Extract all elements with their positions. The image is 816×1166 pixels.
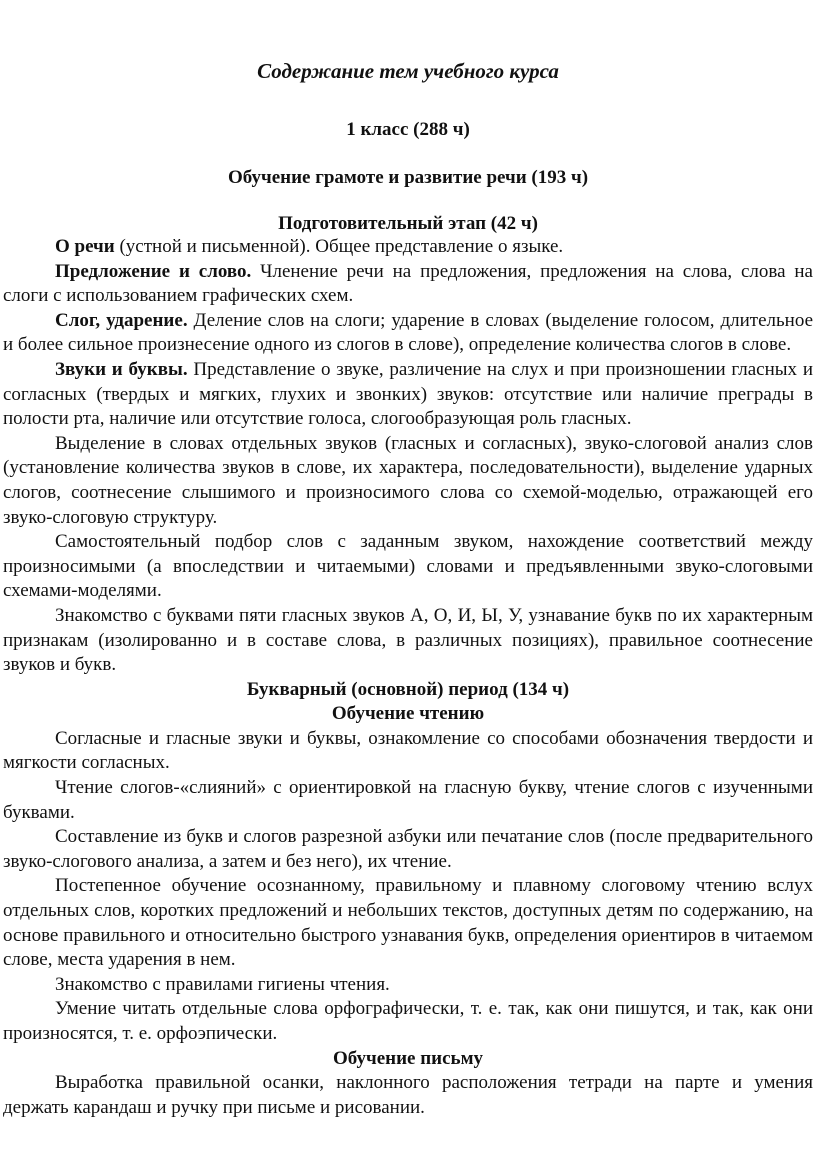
paragraph-lead: О речи (55, 236, 115, 257)
reading-paragraph: Согласные и гласные звуки и буквы, ознакомление со способами обозначения твердости и мягкости согласных. (3, 727, 813, 774)
paragraph-text: Деление слов на слоги; ударение в словах (выделение голосом, длительное и более сильное произнесение одного из слогов в слове), определение количества слогов в слове. (3, 309, 814, 356)
paragraph-text: (устной и письменной). Общее представление о языке. (114, 236, 564, 257)
reading-paragraph: Составление из букв и слогов разрезной азбуки или печатание слов (после предварительного звуко-слогового анализа, а затем и без него), их чтение. (3, 826, 813, 872)
reading-paragraph: Постепенное обучение осознанному, правильному и плавному слоговому чтению вслух отдельных слов, коротких предложений и небольших текстов, доступных детям по содержанию, на основе правильного и относительно быстрого узнавания букв, определения ориентиров в читаемом слове, места ударения в нем. (3, 875, 813, 971)
paragraph-text: Членение речи на предложения, предложения на слова, слова на слоги с использованием графических схем. (3, 260, 813, 307)
writing-heading: Обучение письму (332, 1047, 484, 1069)
reading-paragraph: Чтение слогов-«слияний» с ориентировкой на гласную букву, чтение слогов с изученными буквами. (3, 777, 813, 823)
paragraph-lead: Слог, ударение. (55, 309, 188, 331)
reading-paragraph: Знакомство с правилами гигиены чтения. (55, 973, 390, 995)
writing-paragraph: Выработка правильной осанки, наклонного расположения тетради на парте и умения держать карандаш и ручку при письме и рисовании. (3, 1072, 813, 1118)
paragraph-vowel-letters: Знакомство с буквами пяти гласных звуков А, О, И, Ы, У, узнавание букв по их характерным признакам (изолированно и в составе слова, в различных позициях), правильное соотнесение звуков и букв. (3, 604, 813, 676)
paragraph-word-selection: Самостоятельный подбор слов с заданным звуком, нахождение соответствий между произносимыми (а впоследствии и читаемыми) словами и предъявленными звуко-слоговыми схемами-моделями. (3, 531, 813, 602)
stage-heading: Подготовительный этап (42 ч) (278, 213, 538, 234)
paragraph-sound-analysis: Выделение в словах отдельных звуков (гласных и согласных), звуко-слоговой анализ слов (установление количества звуков в слове, их характера, последовательности), выделение ударных слогов, соотнесение слышимого и произносимого слова со схемой-моделью, отражающей его звуко-слоговую структуру. (3, 432, 813, 528)
document-body (3, 235, 813, 1120)
period-heading: Букварный (основной) период (134 ч) (246, 678, 570, 700)
paragraph-speech (3, 235, 813, 260)
paragraph-lead: Предложение и слово. (55, 260, 252, 282)
document-title: Содержание тем учебного курса (257, 59, 559, 83)
grade-heading: 1 класс (288 ч) (346, 119, 470, 140)
paragraph-sounds-letters (3, 358, 813, 432)
reading-paragraph: Умение читать отдельные слова орфографически, т. е. так, как они пишутся, и так, как они произносятся, т. е. орфоэпически. (3, 998, 813, 1044)
paragraph-lead: Звуки и буквы. (55, 358, 188, 380)
reading-heading: Обучение чтению (331, 703, 485, 725)
paragraph-text: Представление о звуке, различение на слух и при произношении гласных и согласных (твердых и мягких, глухих и звонких) звуков: отсутствие или наличие преграды в полости рта, наличие или отсутствие голоса, слогообразующая роль гласных. (3, 358, 813, 430)
section-heading: Обучение грамоте и развитие речи (193 ч) (227, 167, 589, 188)
paragraph-syllable-stress (3, 309, 813, 358)
paragraph-sentence-word (3, 260, 813, 309)
